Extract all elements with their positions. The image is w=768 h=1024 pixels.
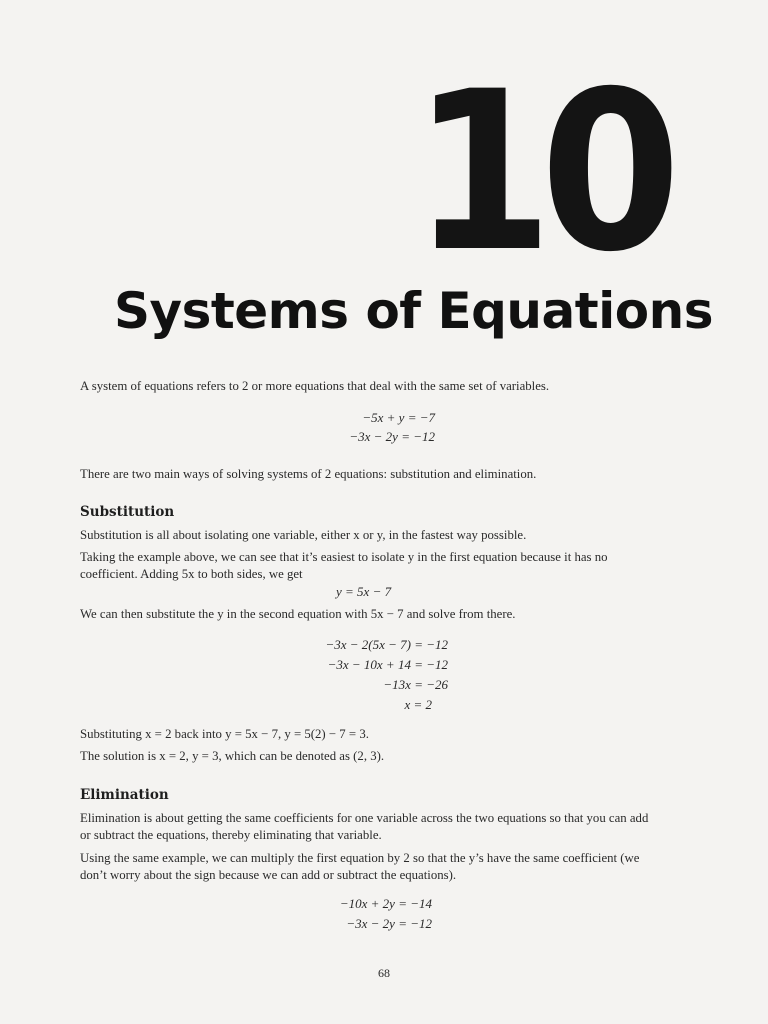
chapter-number: 10 <box>412 44 668 300</box>
elimination-paragraph-2-line-2: don’t worry about the sign because we can add or subtract the equations). <box>80 868 457 882</box>
substitution-paragraph-5: The solution is x = 2, y = 3, which can be denoted as (2, 3). <box>80 749 385 763</box>
intro-equation-2: −3x − 2y = −12 <box>349 429 435 444</box>
methods-text: There are two main ways of solving systems of 2 equations: substitution and elimination. <box>80 467 537 481</box>
elimination-equation-2: −3x − 2y = −12 <box>346 916 432 931</box>
substitution-paragraph-3: We can then substitute the y in the second equation with 5x − 7 and solve from there. <box>80 607 516 621</box>
elimination-paragraph-1-line-2: or subtract the equations, thereby eliminating that variable. <box>80 828 382 842</box>
intro-text: A system of equations refers to 2 or more equations that deal with the same set of variables. <box>80 379 550 393</box>
substitution-paragraph-2-line-1: Taking the example above, we can see that it’s easiest to isolate y in the first equation because it has no <box>80 550 608 564</box>
page-number: 68 <box>378 966 390 980</box>
chapter-title: Systems of Equations <box>114 282 713 340</box>
elimination-heading: Elimination <box>80 787 169 803</box>
isolated-equation: y = 5x − 7 <box>336 584 392 599</box>
elimination-paragraph-1-line-1: Elimination is about getting the same coefficients for one variable across the two equations so that you can add <box>80 811 649 825</box>
substitution-step-3: −13x = −26 <box>383 677 448 692</box>
intro-equation-1: −5x + y = −7 <box>362 410 435 425</box>
substitution-step-4: x = 2 <box>404 697 432 712</box>
substitution-paragraph-4: Substituting x = 2 back into y = 5x − 7, y = 5(2) − 7 = 3. <box>80 727 369 741</box>
substitution-paragraph-1: Substitution is all about isolating one variable, either x or y, in the fastest way possible. <box>80 528 527 542</box>
elimination-paragraph-2-line-1: Using the same example, we can multiply the first equation by 2 so that the y’s have the same coefficient (we <box>80 851 640 865</box>
substitution-paragraph-2-line-2: coefficient. Adding 5x to both sides, we get <box>80 567 303 581</box>
substitution-step-1: −3x − 2(5x − 7) = −12 <box>325 637 448 652</box>
substitution-step-2: −3x − 10x + 14 = −12 <box>327 657 448 672</box>
substitution-heading: Substitution <box>80 504 175 520</box>
elimination-equation-1: −10x + 2y = −14 <box>339 896 432 911</box>
